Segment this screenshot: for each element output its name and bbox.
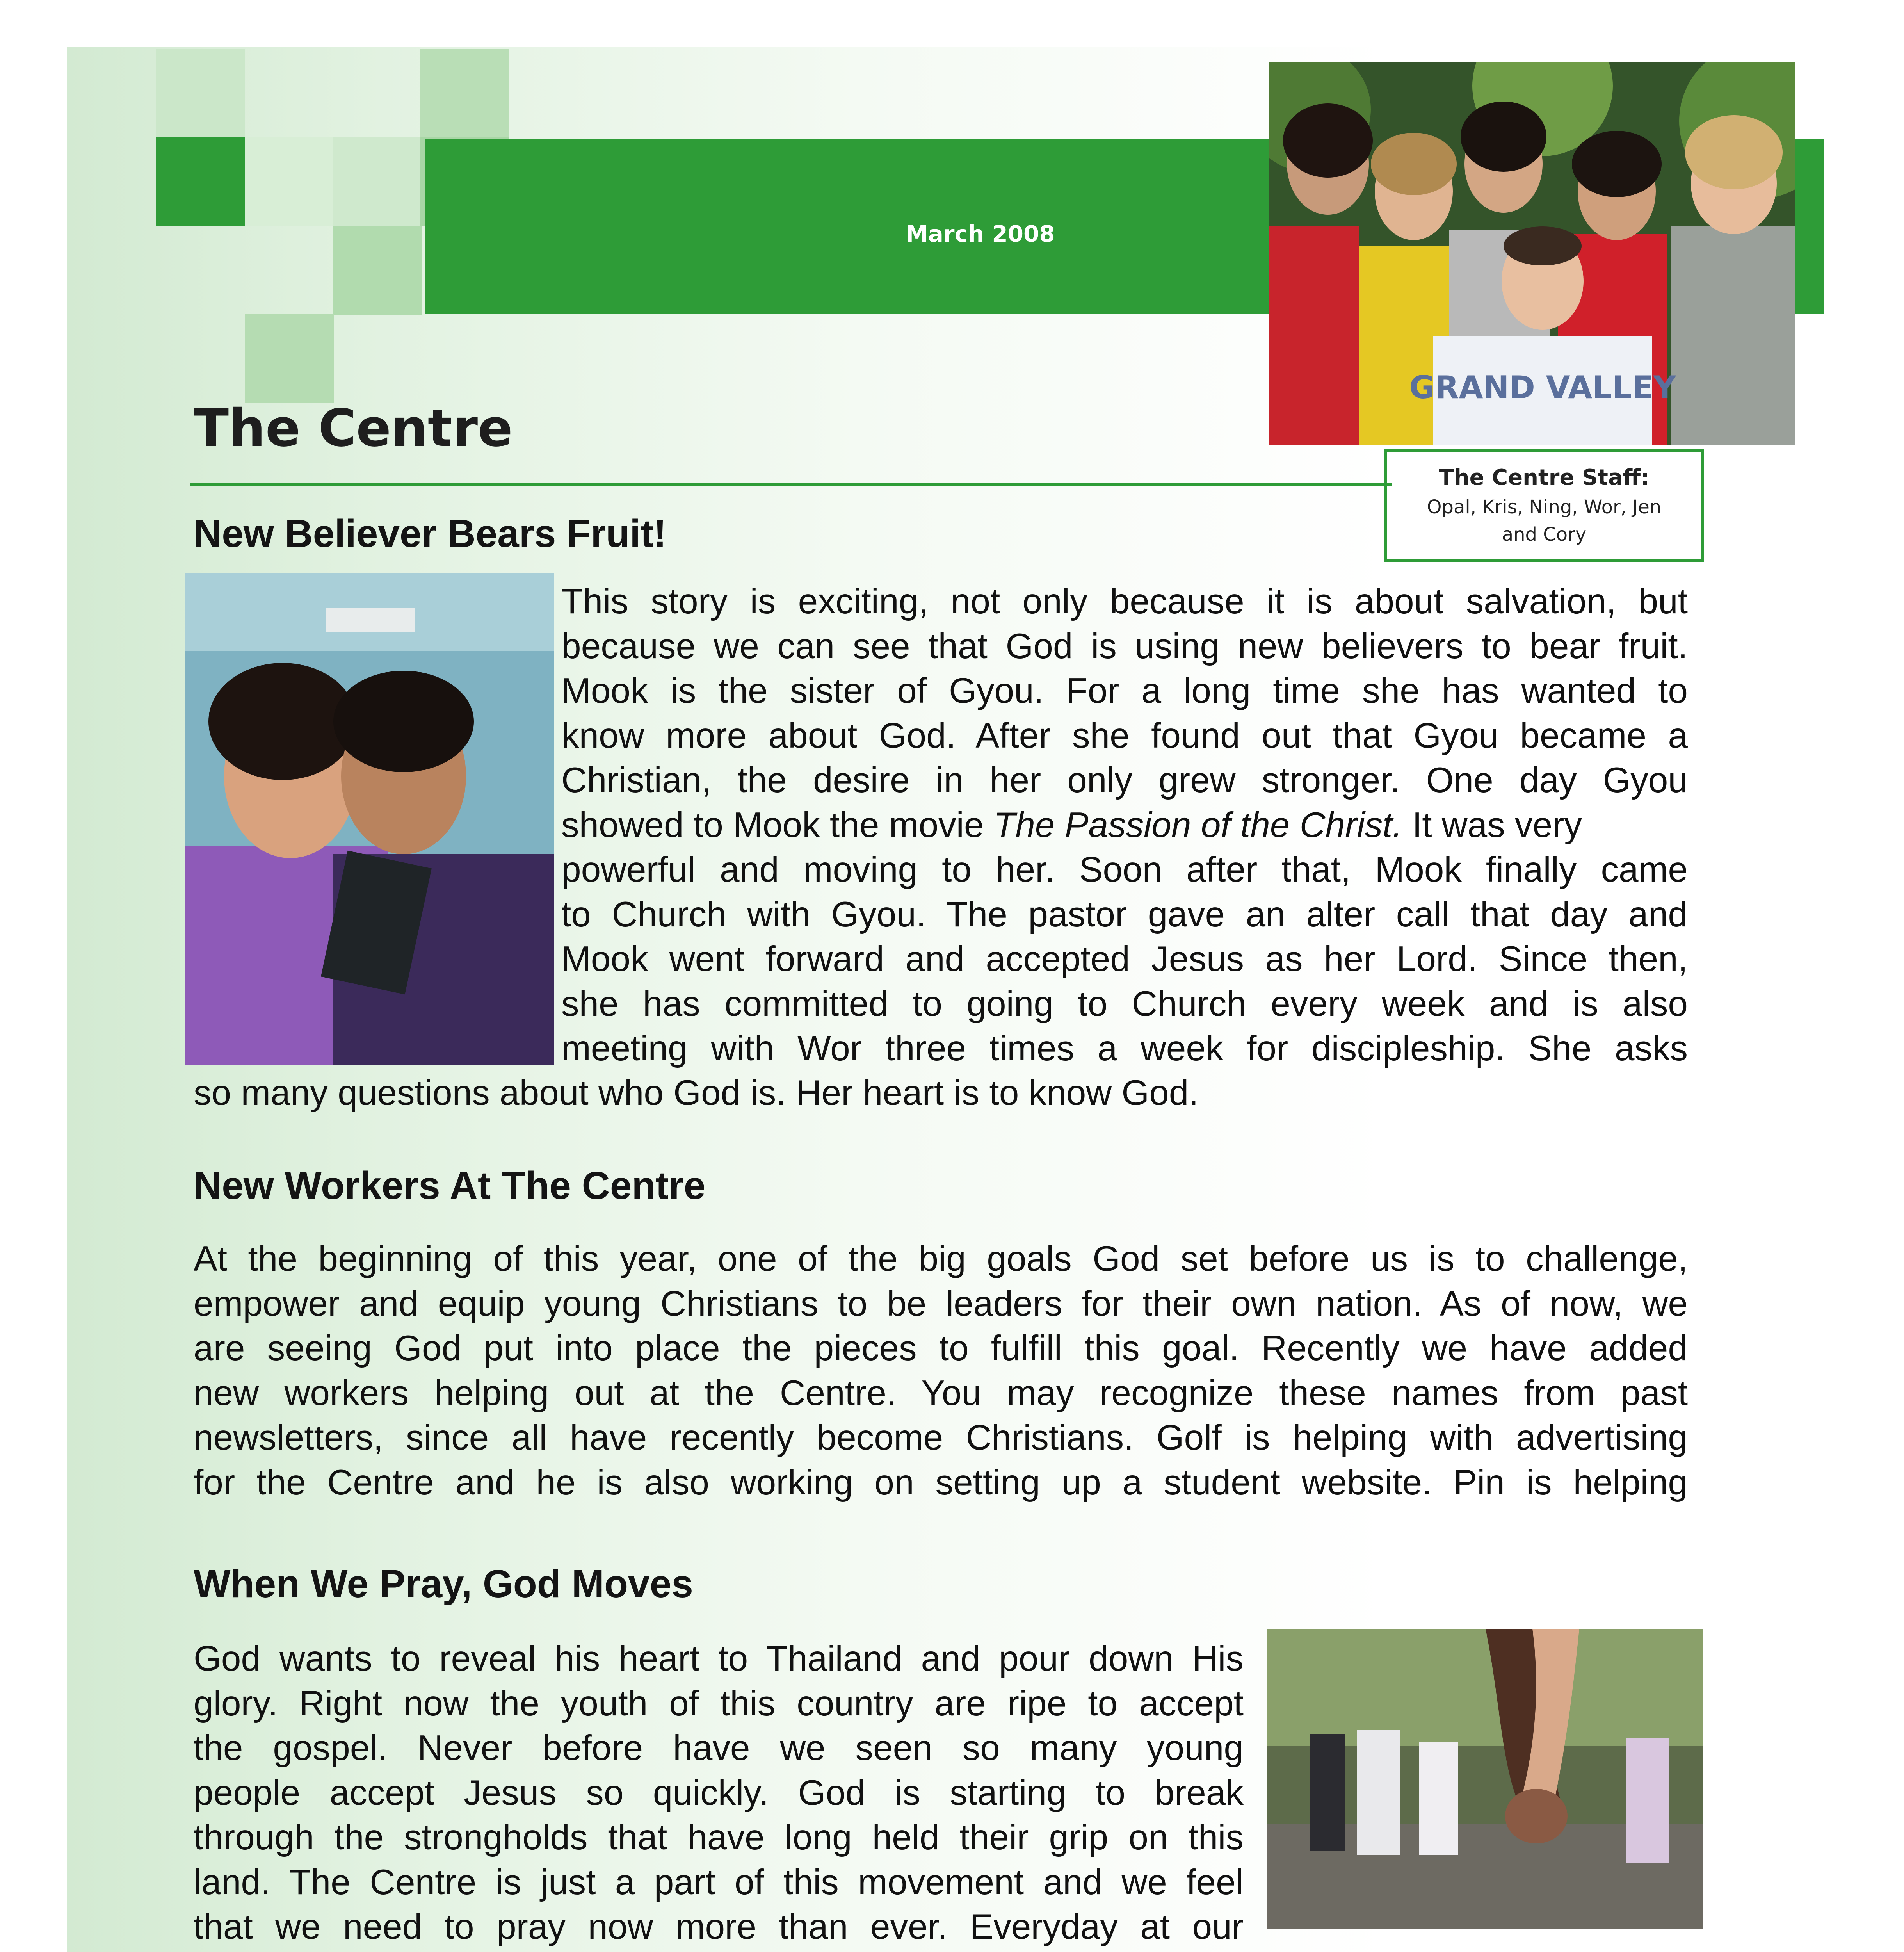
article3-body-wrap	[194, 1637, 1244, 1950]
staff-photo	[1269, 62, 1795, 445]
issue-date: March 2008	[906, 221, 1055, 247]
article1-body-end	[194, 1071, 1688, 1116]
article1-line: she has committed to going to Church every week and is also	[561, 984, 1688, 1024]
article2-line: new workers helping out at the Centre. You may recognize these names from past	[194, 1373, 1688, 1413]
new-believers-photo	[185, 573, 554, 1065]
article1-line: Christian, the desire in her only grew stronger. One day Gyou	[561, 760, 1688, 800]
title-rule	[190, 483, 1392, 486]
article3-line: people accept Jesus so quickly. God is starting to break	[194, 1773, 1244, 1813]
article1-heading: New Believer Bears Fruit!	[194, 512, 667, 556]
article1-line: meeting with Wor three times a week for discipleship. She asks	[561, 1029, 1688, 1068]
article1-line: Mook went forward and accepted Jesus as her Lord. Since then,	[561, 939, 1688, 979]
article3-line: land. The Centre is just a part of this movement and we feel	[194, 1862, 1244, 1902]
article3-line: glory. Right now the youth of this country are ripe to accept	[194, 1683, 1244, 1723]
article3-body-full	[194, 1949, 1688, 1952]
article2-body	[194, 1237, 1688, 1505]
article1-line: to Church with Gyou. The pastor gave an alter call that day and	[561, 894, 1688, 934]
article1-line: This story is exciting, not only because it is about salvation, but	[561, 582, 1688, 621]
staff-caption-names: Opal, Kris, Ning, Wor, Jen	[1427, 496, 1662, 518]
article2-line: for the Centre and he is also working on setting up a student website. Pin is helping	[194, 1462, 1688, 1502]
article2-line: newsletters, since all have recently become Christians. Golf is helping with advertising	[194, 1418, 1688, 1457]
movie-title: The Passion of the Christ.	[993, 805, 1402, 845]
article1-line-part: showed to Mook the movie	[561, 805, 994, 845]
article1-line: powerful and moving to her. Soon after that, Mook finally came	[561, 850, 1688, 889]
article1-line: so many questions about who God is. Her heart is to know God.	[194, 1073, 1199, 1113]
praying-hands-photo	[1267, 1629, 1703, 1929]
article1-line-movie	[561, 803, 1688, 848]
article3-line: God wants to reveal his heart to Thailand and pour down His	[194, 1639, 1244, 1678]
newsletter-title: The Centre	[194, 398, 513, 458]
article2-line: At the beginning of this year, one of the big goals God set before us is to challenge,	[194, 1239, 1688, 1279]
staff-caption-names-cont: and Cory	[1502, 524, 1587, 545]
article1-line-part: It was very	[1402, 805, 1582, 845]
article3-heading: When We Pray, God Moves	[194, 1562, 693, 1606]
article2-heading: New Workers At The Centre	[194, 1164, 706, 1208]
shirt-text: GRAND VALLEY	[1409, 369, 1676, 406]
article1-line: because we can see that God is using new believers to bear fruit.	[561, 626, 1688, 666]
article2-line: empower and equip young Christians to be leaders for their own nation. As of now, we	[194, 1284, 1688, 1323]
article1-body-wrap	[561, 579, 1688, 1071]
article3-line: that we need to pray now more than ever. Everyday at our	[194, 1907, 1244, 1947]
article3-line: the gospel. Never before have we seen so many young	[194, 1728, 1244, 1768]
article3-line: through the strongholds that have long held their grip on this	[194, 1818, 1244, 1857]
article2-line: are seeing God put into place the pieces to fulfill this goal. Recently we have added	[194, 1329, 1688, 1368]
article3-line	[194, 1949, 1688, 1952]
staff-caption-title: The Centre Staff:	[1439, 465, 1650, 490]
staff-caption	[1384, 449, 1704, 562]
article1-line: know more about God. After she found out that Gyou became a	[561, 716, 1688, 755]
article1-line: Mook is the sister of Gyou. For a long time she has wanted to	[561, 671, 1688, 711]
